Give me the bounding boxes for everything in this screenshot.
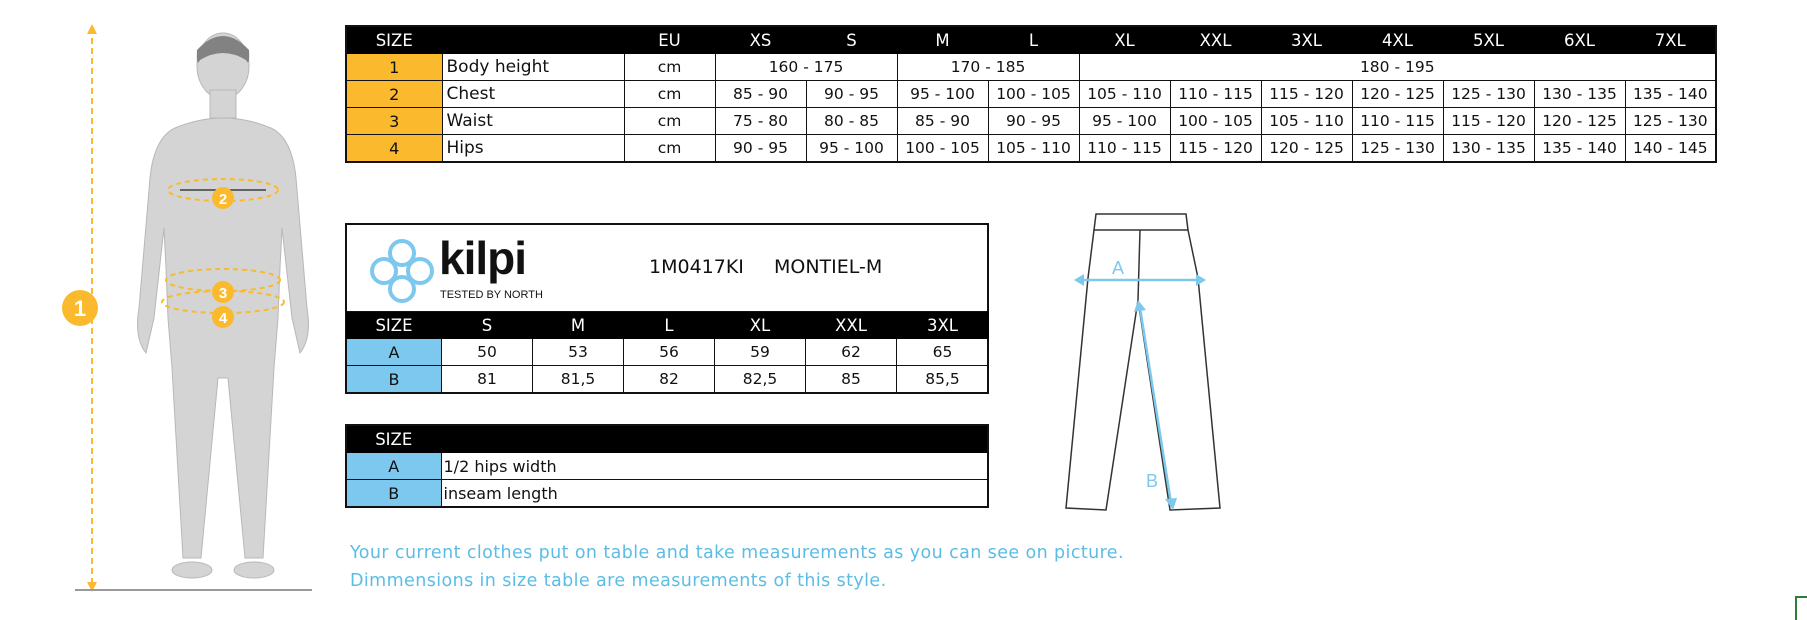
row-label: Chest: [442, 81, 624, 108]
body-silhouette: [138, 33, 309, 578]
header-cell: 4XL: [1352, 26, 1443, 54]
value-cell: 85 - 90: [715, 81, 806, 108]
value-cell: 135 - 140: [1534, 135, 1625, 163]
header-cell: M: [533, 312, 624, 339]
header-cell: L: [988, 26, 1079, 54]
value-cell: 105 - 110: [988, 135, 1079, 163]
table-row: [346, 453, 988, 480]
value-cell: 90 - 95: [715, 135, 806, 163]
svg-text:2: 2: [218, 191, 228, 208]
row-label: Waist: [442, 108, 624, 135]
value-cell: 180 - 195: [1079, 54, 1716, 81]
header-cell: 3XL: [1261, 26, 1352, 54]
value-cell: 100 - 105: [1170, 108, 1261, 135]
value-cell: 120 - 125: [1534, 108, 1625, 135]
svg-text:3: 3: [218, 285, 228, 302]
value-cell: 125 - 130: [1443, 81, 1534, 108]
header-cell: SIZE: [346, 425, 441, 453]
value-cell: 95 - 100: [806, 135, 897, 163]
value-cell: 110 - 115: [1079, 135, 1170, 163]
svg-text:4: 4: [218, 310, 228, 327]
value-cell: 90 - 95: [806, 81, 897, 108]
product-name: MONTIEL-M: [774, 256, 883, 278]
header-cell: 3XL: [897, 312, 989, 339]
value-cell: 130 - 135: [1534, 81, 1625, 108]
label-a: A: [1112, 258, 1125, 278]
value-cell: 81,5: [533, 366, 624, 393]
header-cell: SIZE: [347, 312, 442, 339]
value-cell: 65: [897, 339, 989, 366]
value-cell: 56: [624, 339, 715, 366]
row-description: inseam length: [441, 480, 988, 508]
value-cell: 81: [442, 366, 533, 393]
value-cell: 105 - 110: [1079, 81, 1170, 108]
row-number: 1: [346, 54, 442, 81]
value-cell: 85: [806, 366, 897, 393]
value-cell: 135 - 140: [1625, 81, 1716, 108]
value-cell: 75 - 80: [715, 108, 806, 135]
row-label: B: [346, 480, 441, 508]
measurement-note-1: Your current clothes put on table and take measurements as you can see on picture.: [350, 543, 1124, 563]
measurement-note-2: Dimmensions in size table are measurements of this style.: [350, 571, 887, 591]
header-cell: 5XL: [1443, 26, 1534, 54]
legend-header: [346, 425, 988, 453]
table-row: [347, 339, 989, 366]
size-chart-header: [346, 26, 1716, 54]
header-cell: M: [897, 26, 988, 54]
value-cell: 82,5: [715, 366, 806, 393]
header-cell: S: [442, 312, 533, 339]
header-cell: XXL: [806, 312, 897, 339]
value-cell: 110 - 115: [1170, 81, 1261, 108]
product-header: [347, 225, 987, 312]
header-cell: 6XL: [1534, 26, 1625, 54]
value-cell: 100 - 105: [988, 81, 1079, 108]
header-cell: 7XL: [1625, 26, 1716, 54]
unit-cell: cm: [624, 81, 715, 108]
unit-cell: cm: [624, 108, 715, 135]
value-cell: 125 - 130: [1352, 135, 1443, 163]
unit-cell: cm: [624, 54, 715, 81]
kilpi-logo-icon: [367, 235, 437, 307]
row-number: 3: [346, 108, 442, 135]
brand-name: kilpi: [439, 232, 527, 284]
value-cell: 59: [715, 339, 806, 366]
product-size-table: [346, 311, 989, 393]
value-cell: 85 - 90: [897, 108, 988, 135]
value-cell: 115 - 120: [1443, 108, 1534, 135]
header-cell: XS: [715, 26, 806, 54]
pants-diagram: [1060, 208, 1230, 518]
header-cell: [442, 26, 624, 54]
row-label: Hips: [442, 135, 624, 163]
row-label: A: [347, 339, 442, 366]
value-cell: 85,5: [897, 366, 989, 393]
value-cell: 170 - 185: [897, 54, 1079, 81]
value-cell: 95 - 100: [1079, 108, 1170, 135]
body-measurement-figure: [60, 18, 330, 598]
product-size-card: [345, 223, 989, 394]
marker-3: [212, 281, 234, 303]
marker-1: [62, 290, 98, 326]
marker-2: [212, 187, 234, 209]
table-row: [347, 366, 989, 393]
label-b: B: [1146, 471, 1159, 491]
svg-text:1: 1: [73, 296, 87, 321]
value-cell: 120 - 125: [1261, 135, 1352, 163]
table-row: [346, 54, 1716, 81]
value-cell: 110 - 115: [1352, 108, 1443, 135]
header-cell: SIZE: [346, 26, 442, 54]
corner-mark: [1795, 596, 1807, 620]
value-cell: 95 - 100: [897, 81, 988, 108]
value-cell: 140 - 145: [1625, 135, 1716, 163]
measurement-legend-table: [345, 424, 989, 508]
unit-cell: cm: [624, 135, 715, 163]
table-row: [346, 135, 1716, 163]
value-cell: 160 - 175: [715, 54, 897, 81]
row-number: 2: [346, 81, 442, 108]
value-cell: 90 - 95: [988, 108, 1079, 135]
value-cell: 53: [533, 339, 624, 366]
value-cell: 130 - 135: [1443, 135, 1534, 163]
header-cell: EU: [624, 26, 715, 54]
row-label: A: [346, 453, 441, 480]
product-code: 1M0417KI: [649, 256, 744, 278]
table-row: [346, 108, 1716, 135]
product-size-header: [347, 312, 989, 339]
row-description: 1/2 hips width: [441, 453, 988, 480]
brand-tagline: TESTED BY NORTH: [440, 289, 543, 301]
value-cell: 100 - 105: [897, 135, 988, 163]
header-cell: XXL: [1170, 26, 1261, 54]
value-cell: 82: [624, 366, 715, 393]
header-cell: S: [806, 26, 897, 54]
header-cell: [441, 425, 988, 453]
header-cell: XL: [1079, 26, 1170, 54]
header-cell: L: [624, 312, 715, 339]
marker-4: [212, 306, 234, 328]
row-label: B: [347, 366, 442, 393]
value-cell: 115 - 120: [1170, 135, 1261, 163]
value-cell: 120 - 125: [1352, 81, 1443, 108]
table-row: [346, 81, 1716, 108]
size-chart-table: [345, 25, 1717, 163]
row-number: 4: [346, 135, 442, 163]
table-row: [346, 480, 988, 508]
value-cell: 62: [806, 339, 897, 366]
measure-a-arrow: [1074, 274, 1206, 286]
value-cell: 80 - 85: [806, 108, 897, 135]
value-cell: 125 - 130: [1625, 108, 1716, 135]
value-cell: 115 - 120: [1261, 81, 1352, 108]
row-label: Body height: [442, 54, 624, 81]
value-cell: 105 - 110: [1261, 108, 1352, 135]
header-cell: XL: [715, 312, 806, 339]
value-cell: 50: [442, 339, 533, 366]
